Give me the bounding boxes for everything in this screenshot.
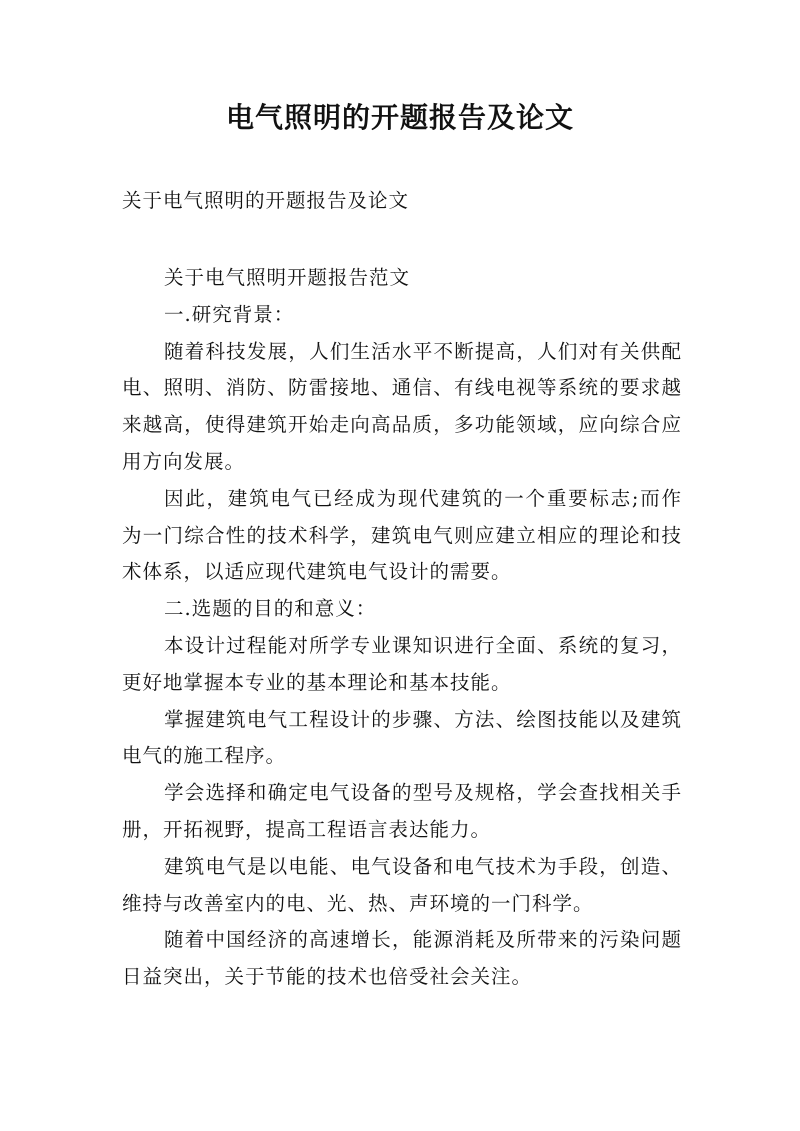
paragraph-heading: 关于电气照明开题报告范文 <box>164 266 411 289</box>
paragraph: 建筑电气是以电能、电气设备和电气技术为手段，创造、维持与改善室内的电、光、热、声环境的一门科学。 <box>122 854 682 915</box>
paragraph: 因此，建筑电气已经成为现代建筑的一个重要标志;而作为一门综合性的技术科学，建筑电气则应建立相应的理论和技术体系，以适应现代建筑电气设计的需要。 <box>122 486 682 584</box>
document-subtitle: 关于电气照明的开题报告及论文 <box>122 189 410 212</box>
paragraph: 随着科技发展，人们生活水平不断提高，人们对有关供配电、照明、消防、防雷接地、通信、有线电视等系统的要求越来越高，使得建筑开始走向高品质，多功能领域，应向综合应用方向发展。 <box>122 339 682 473</box>
paragraph: 本设计过程能对所学专业课知识进行全面、系统的复习，更好地掌握本专业的基本理论和基本技能。 <box>122 633 682 694</box>
document-body <box>122 260 682 996</box>
paragraph: 掌握建筑电气工程设计的步骤、方法、绘图技能以及建筑电气的施工程序。 <box>122 707 682 768</box>
paragraph: 学会选择和确定电气设备的型号及规格，学会查找相关手册，开拓视野，提高工程语言表达能力。 <box>122 781 682 841</box>
paragraph: 随着中国经济的高速增长，能源消耗及所带来的污染问题日益突出，关于节能的技术也倍受社会关注。 <box>122 928 682 989</box>
section-heading-purpose: 二.选题的目的和意义： <box>164 597 377 621</box>
document-title: 电气照明的开题报告及论文 <box>225 101 574 134</box>
section-heading-background: 一.研究背景： <box>164 302 295 326</box>
